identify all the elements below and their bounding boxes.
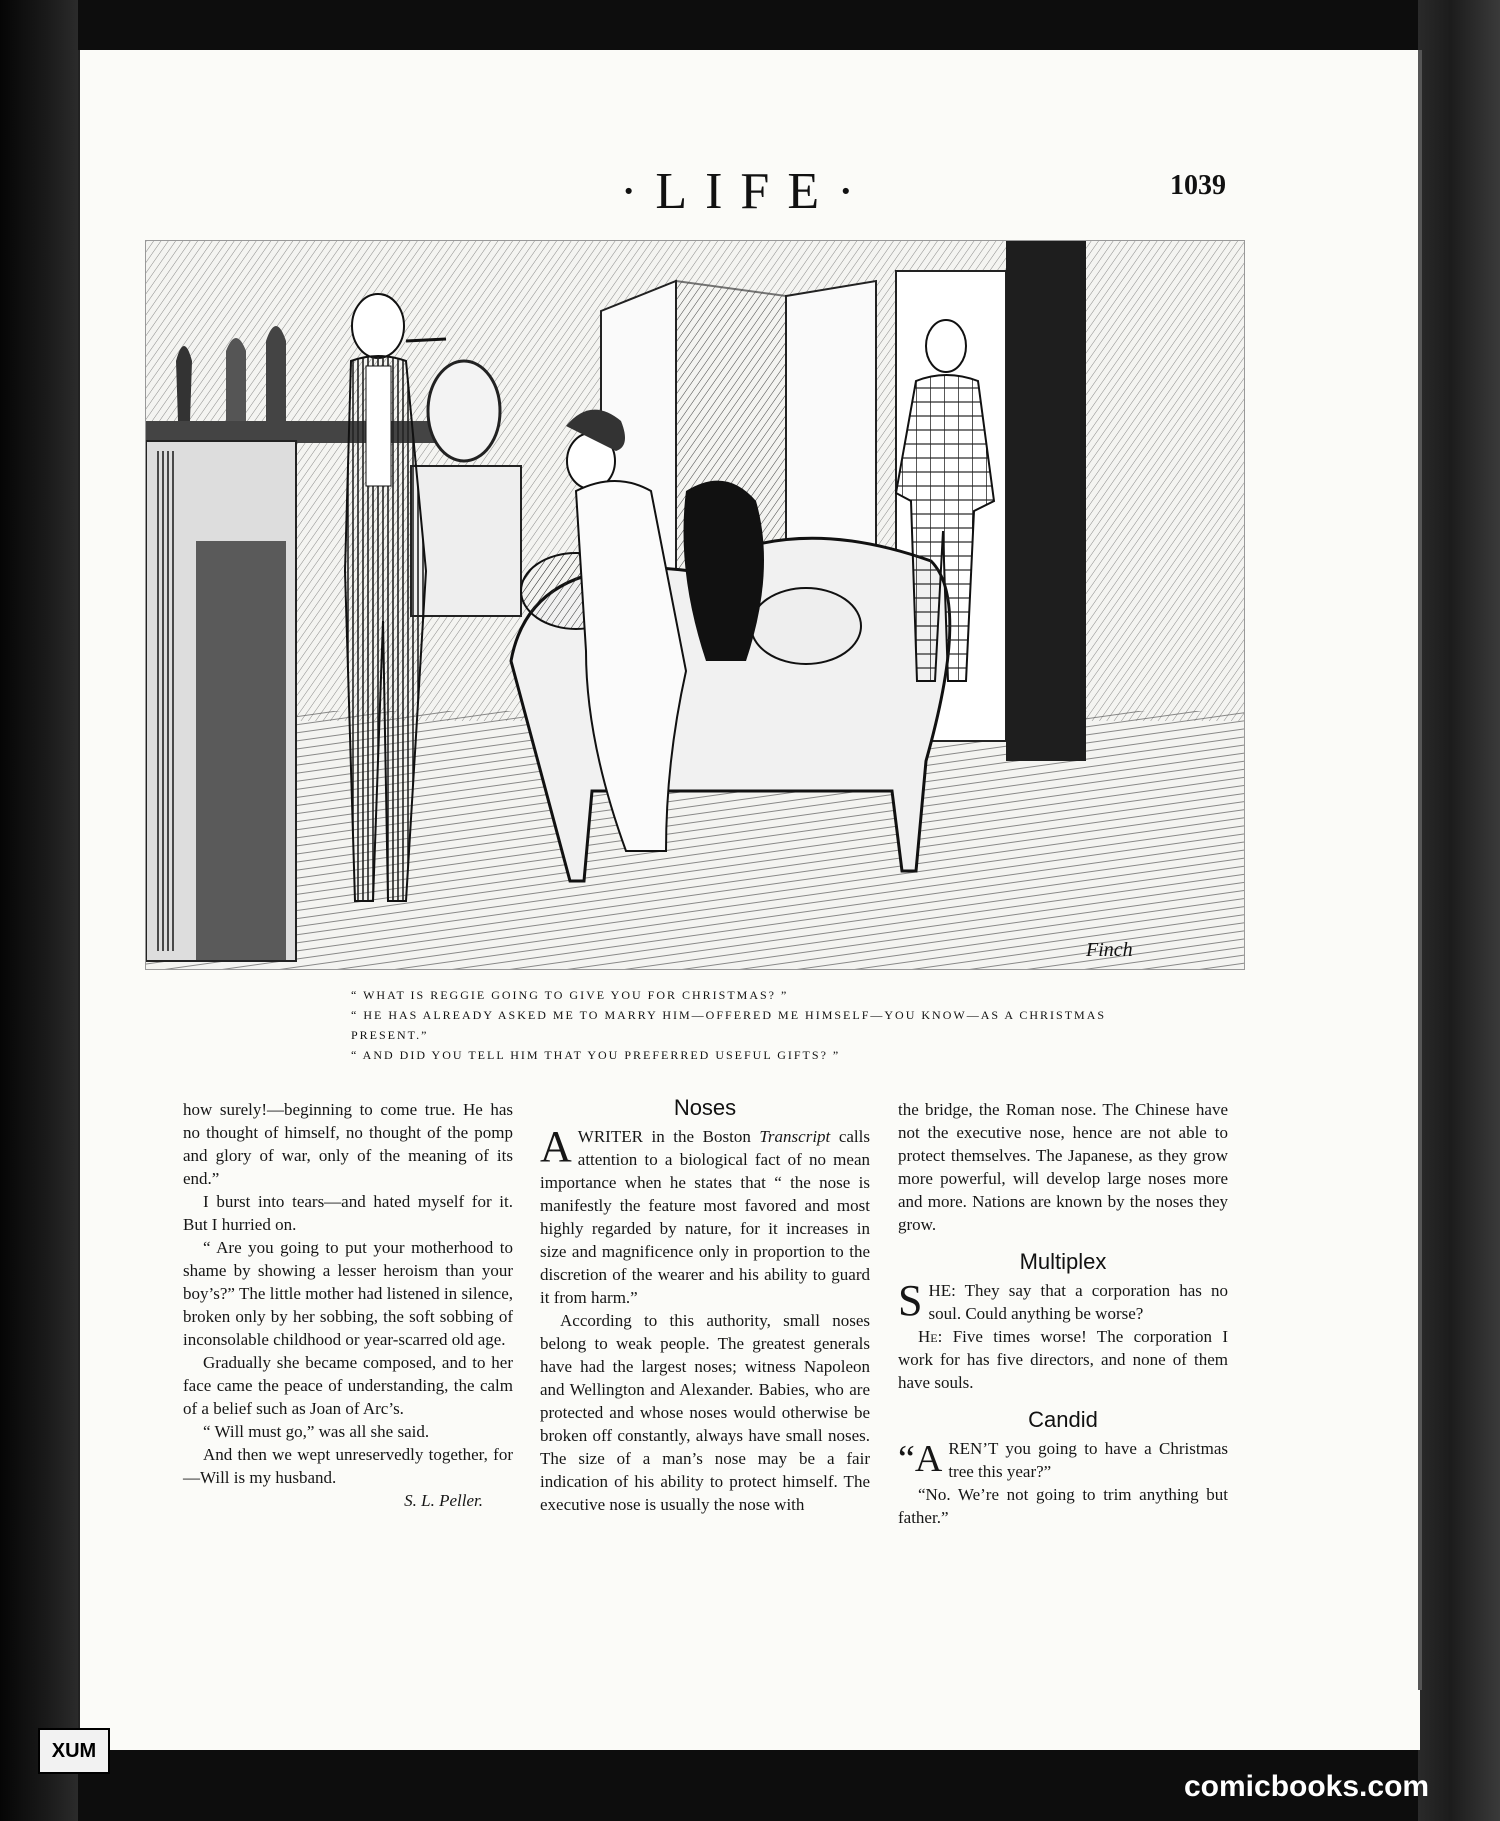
italic-title: Transcript bbox=[759, 1127, 831, 1146]
paragraph bbox=[540, 1122, 870, 1309]
page-number: 1039 bbox=[1170, 170, 1226, 201]
article-heading-candid: Candid bbox=[1028, 1407, 1098, 1432]
author-signature: S. L. Peller. bbox=[404, 1491, 483, 1510]
text-column-1 bbox=[183, 1098, 513, 1512]
paragraph: the bridge, the Roman nose. The Chinese have not the executive nose, hence are not able to protect themselves. The Japanese, as they grow more powerful, will develop large noses more and more. Nations are known by the noses they grow. bbox=[898, 1100, 1228, 1234]
cartoon-illustration bbox=[145, 240, 1245, 970]
vase bbox=[176, 346, 192, 421]
article-heading-noses: Noses bbox=[673, 1095, 737, 1120]
cartoon-caption bbox=[315, 985, 1115, 1065]
paragraph: “No. We’re not going to trim anything but father.” bbox=[898, 1485, 1228, 1527]
text-column-2 bbox=[540, 1095, 870, 1516]
vase bbox=[266, 326, 286, 421]
paragraph: how surely!—beginning to come true. He has no thought of himself, no thought of the pomp and glory of war, only of the meaning of its end.” bbox=[183, 1100, 513, 1188]
vase bbox=[226, 338, 246, 421]
page-edge bbox=[1418, 50, 1422, 1690]
paragraph: “ Will must go,” was all she said. bbox=[203, 1422, 430, 1441]
masthead-title: ·LIFE· bbox=[620, 163, 873, 220]
text-column-3 bbox=[898, 1098, 1228, 1529]
paragraph bbox=[898, 1325, 1228, 1394]
mirror bbox=[428, 361, 500, 461]
fireplace-opening bbox=[196, 541, 286, 961]
text-run: WRITER in the Boston bbox=[577, 1127, 760, 1146]
book-spine bbox=[0, 0, 78, 1821]
paragraph: And then we wept unreservedly together, for—Will is my husband. bbox=[183, 1445, 513, 1487]
door-shadow bbox=[1006, 241, 1086, 761]
cigar bbox=[406, 339, 446, 341]
drop-cap: A bbox=[540, 1122, 572, 1171]
cushion bbox=[751, 588, 861, 664]
mantel-shelf bbox=[146, 421, 476, 443]
text-run: Five times worse! The corporation I work for has five directors, and none of them have souls. bbox=[898, 1327, 1228, 1392]
text-run: calls attention to a biological fact of no mean importance when he states that “ the nose is manifestly the feature most favored and most highly regarded by nature, for it increases in size and magnificence only in proportion to the discretion of the wearer and his ability to guard it from harm.” bbox=[540, 1127, 870, 1307]
scan-label: XUM bbox=[38, 1728, 110, 1774]
drop-cap: “A bbox=[898, 1438, 943, 1480]
man-shirt bbox=[366, 366, 391, 486]
paragraph bbox=[898, 1437, 1228, 1483]
caption-line: “ AND DID YOU TELL HIM THAT YOU PREFERRED USEFUL GIFTS? ” bbox=[351, 1048, 841, 1062]
right-margin-dark bbox=[1418, 0, 1500, 1821]
drop-cap: S bbox=[898, 1276, 923, 1325]
man-head bbox=[352, 294, 404, 358]
article-heading-multiplex: Multiplex bbox=[1019, 1249, 1107, 1274]
artist-signature: Finch bbox=[1086, 939, 1133, 961]
paragraph bbox=[898, 1276, 1228, 1325]
paragraph: “ Are you going to put your motherhood to shame by showing a lesser heroism than your boy’s?” The little mother had listened in silence, broken only by her sobbing, the soft sobbing of inconsolable childhood or year-scarred old age. bbox=[183, 1238, 513, 1349]
caption-line: “ HE HAS ALREADY ASKED ME TO MARRY HIM—OFFERED ME HIMSELF—YOU KNOW—AS A CHRISTMAS PRESENT.” bbox=[351, 1008, 1107, 1042]
paragraph: I burst into tears—and hated myself for it. But I hurried on. bbox=[183, 1192, 513, 1234]
young-man-head bbox=[926, 320, 966, 372]
text-run: REN’T you going to have a Christmas tree this year?” bbox=[948, 1439, 1228, 1481]
dresser bbox=[411, 466, 521, 616]
paragraph: According to this authority, small noses belong to weak people. The greatest generals have had the largest noses; witness Napoleon and Wellington and Alexander. Babies, who are protected and whose noses would otherwise be broken off constantly, always have small noses. The size of a man’s nose may be a fair indication of his ability to protect himself. The executive nose is usually the nose with bbox=[540, 1311, 870, 1514]
watermark: comicbooks.com bbox=[1184, 1770, 1430, 1803]
speaker-label: He: bbox=[918, 1327, 943, 1346]
text-run: HE: They say that a corporation has no soul. Could anything be worse? bbox=[928, 1281, 1228, 1323]
caption-line: “ WHAT IS REGGIE GOING TO GIVE YOU FOR CHRISTMAS? ” bbox=[351, 988, 789, 1002]
paragraph: Gradually she became composed, and to her face came the peace of understanding, the calm of a belief such as Joan of Arc’s. bbox=[183, 1353, 513, 1418]
cartoon-drawing bbox=[146, 241, 1244, 969]
